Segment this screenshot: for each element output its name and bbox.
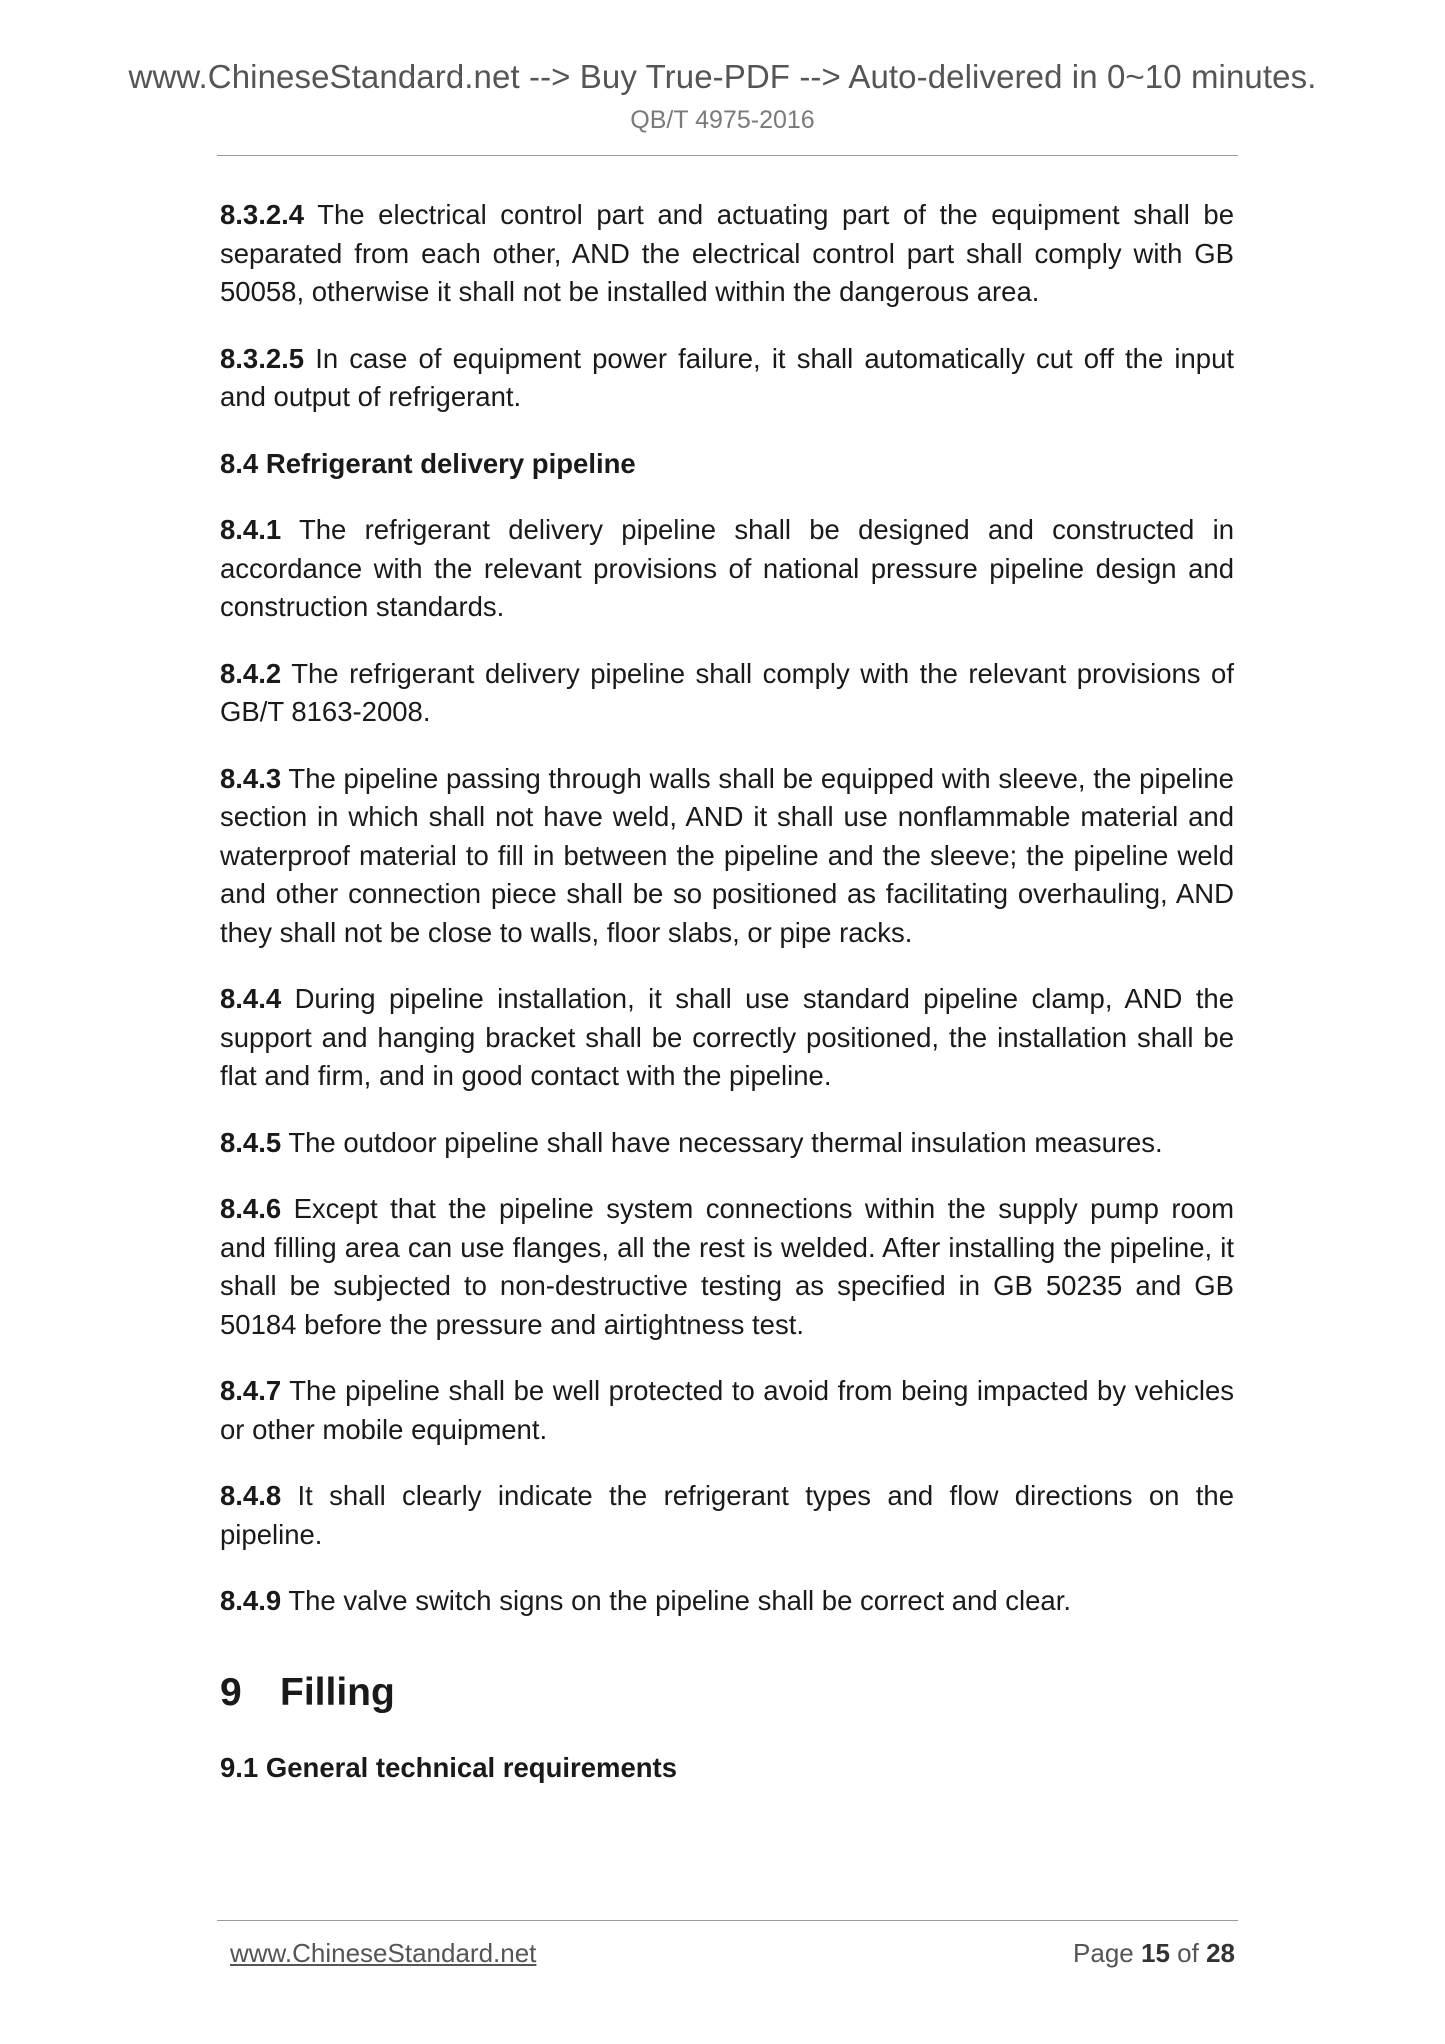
clause-8-4-8: [220, 1477, 1234, 1554]
clause-text: The outdoor pipeline shall have necessary thermal insulation measures.: [288, 1126, 1163, 1158]
clause-text: The pipeline shall be well protected to avoid from being impacted by vehicles or other mobile equipment.: [220, 1375, 1234, 1445]
clause-text: The refrigerant delivery pipeline shall comply with the relevant provisions of GB/T 8163-2008.: [220, 657, 1234, 727]
clause-text: The electrical control part and actuating part of the equipment shall be separated from each other, AND the electrical control part shall comply with GB 50058, otherwise it shall not be installed within the dangerous area.: [220, 199, 1234, 307]
header-banner: www.ChineseStandard.net --> Buy True-PDF --> Auto-delivered in 0~10 minutes.: [128, 58, 1317, 95]
footer-divider: [217, 1920, 1238, 1921]
header-divider: [217, 155, 1238, 156]
section-heading-9-1: 9.1 General technical requirements: [220, 1751, 677, 1783]
clause-text: During pipeline installation, it shall use standard pipeline clamp, AND the support and hanging bracket shall be correctly positioned, the installation shall be flat and firm, and in good contact with the pipeline.: [220, 983, 1235, 1091]
chapter-heading-9: [220, 1669, 1234, 1717]
page-word: Page: [1073, 1938, 1134, 1968]
clause-number: 8.3.2.4: [220, 199, 305, 230]
clause-text: The valve switch signs on the pipeline shall be correct and clear.: [288, 1585, 1071, 1616]
page-total: 28: [1206, 1938, 1235, 1968]
clause-8-4-5: [220, 1124, 1234, 1163]
page-current: 15: [1141, 1938, 1170, 1968]
clause-text: The pipeline passing through walls shall be equipped with sleeve, the pipeline section in which shall not have weld, AND it shall use nonflammable material and waterproof material to fill in between the pipeline and the sleeve; the pipeline weld and other connection piece shall be so positioned as facilitating overhauling, AND they shall not be close to walls, floor slabs, or pipe racks.: [220, 762, 1234, 948]
footer-website-link[interactable]: www.ChineseStandard.net: [230, 1938, 537, 1968]
clause-8-4-2: [220, 655, 1234, 732]
clause-number: 8.4.7: [220, 1375, 282, 1406]
clause-text: In case of equipment power failure, it shall automatically cut off the input and output of refrigerant.: [220, 342, 1235, 412]
chapter-number: 9: [220, 1670, 242, 1714]
section-heading-8-4: 8.4 Refrigerant delivery pipeline: [220, 447, 636, 479]
clause-text: Except that the pipeline system connections within the supply pump room and filling area can use flanges, all the rest is welded. After installing the pipeline, it shall be subjected to non-destructive testing as specified in GB 50235 and GB 50184 before the pressure and airtightness test.: [220, 1193, 1235, 1340]
clause-8-3-2-4: [220, 196, 1234, 312]
standard-code: QB/T 4975-2016: [630, 106, 815, 134]
clause-number: 8.4.3: [220, 762, 282, 794]
clause-number: 8.3.2.5: [220, 342, 305, 374]
clause-number: 8.4.4: [220, 983, 282, 1014]
clause-8-3-2-5: [220, 340, 1234, 417]
clause-8-4-1: [220, 511, 1234, 627]
clause-number: 8.4.5: [220, 1126, 282, 1158]
chapter-title: Filling: [280, 1670, 395, 1714]
clause-8-4-4: [220, 980, 1234, 1096]
clause-text: The refrigerant delivery pipeline shall be designed and constructed in accordance with the relevant provisions of national pressure pipeline design and construction standards.: [220, 514, 1234, 622]
clause-number: 8.4.8: [220, 1480, 282, 1511]
clause-8-4-7: [220, 1372, 1234, 1449]
clause-number: 8.4.2: [220, 657, 282, 689]
page-indicator: [1073, 1938, 1235, 1969]
document-body: [220, 196, 1234, 1815]
clause-8-4-3: [220, 760, 1234, 953]
clause-number: 8.4.9: [220, 1585, 282, 1616]
clause-8-4-9: [220, 1582, 1234, 1621]
page-of: of: [1177, 1938, 1199, 1968]
clause-number: 8.4.1: [220, 514, 282, 545]
clause-8-4-6: [220, 1190, 1234, 1344]
clause-text: It shall clearly indicate the refrigerant types and flow directions on the pipeline.: [220, 1480, 1235, 1550]
clause-number: 8.4.6: [220, 1193, 282, 1224]
